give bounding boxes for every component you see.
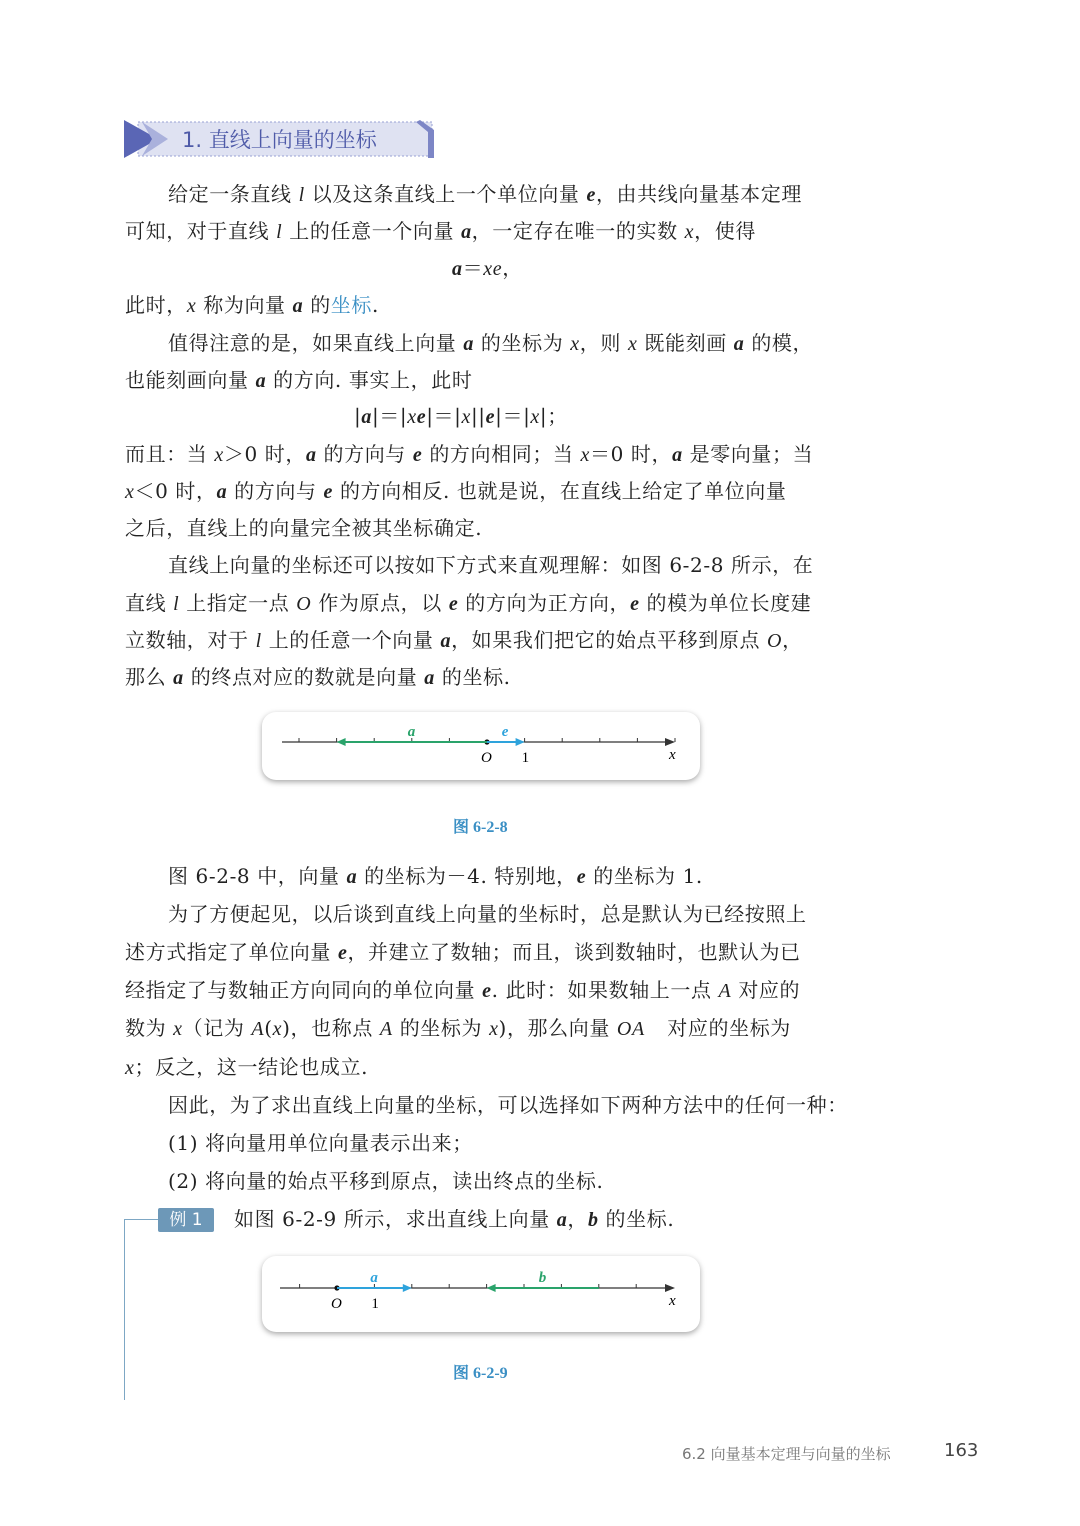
text: ＜0 时，	[134, 479, 217, 503]
math-symbol: x	[125, 481, 135, 503]
unit-label: 1	[521, 750, 530, 766]
section-title: 1. 直线上向量的坐标	[182, 128, 377, 152]
figure-caption: 图 6-2-8	[453, 819, 508, 836]
text: 的坐标为 1.	[586, 864, 703, 888]
text-line	[168, 862, 703, 891]
math-symbol: a	[672, 444, 683, 466]
text: 的坐标为	[473, 331, 571, 355]
math-symbol: b	[587, 1209, 599, 1231]
math-symbol: a	[361, 406, 372, 428]
text: ＝	[462, 256, 484, 280]
figure-caption: 图 6-2-9	[453, 1365, 508, 1382]
vector-e-label: e	[501, 724, 509, 740]
text: 给定一条直线	[168, 182, 299, 206]
text: 既能刻画	[637, 331, 734, 355]
math-symbol: x	[214, 444, 224, 466]
math-symbol: a	[733, 333, 745, 355]
term-highlight: 坐标	[330, 293, 372, 317]
text: ，并建立了数轴；而且，谈到数轴时，也默认为已	[347, 940, 801, 964]
text: (1) 将向量用单位向量表示出来；	[168, 1131, 473, 1155]
page-number: 163	[944, 1440, 979, 1461]
text-line	[168, 900, 807, 928]
text: 作为原点，以	[311, 591, 449, 615]
text: 之后，直线上的向量完全被其坐标确定.	[125, 516, 483, 540]
math-symbol: e	[485, 406, 496, 428]
text: 的坐标.	[434, 665, 511, 689]
text: ，	[567, 1207, 588, 1231]
text-line	[125, 477, 786, 506]
text: ，如果我们把它的始点平移到原点	[451, 628, 768, 652]
text-line	[125, 440, 813, 469]
text-line	[125, 514, 482, 542]
text-line	[168, 1091, 848, 1119]
text: 的方向. 事实上，此时	[266, 368, 473, 392]
text-line	[125, 976, 800, 1005]
text-line	[452, 254, 523, 283]
text: 的方向相反. 也就是说，在直线上给定了单位向量	[333, 479, 787, 503]
math-symbol: x	[173, 1018, 183, 1040]
math-symbol: x	[570, 333, 580, 355]
text: 的方向相同；当	[422, 442, 581, 466]
math-symbol: e	[448, 593, 459, 615]
text: (	[264, 1016, 273, 1040]
math-symbol: e	[482, 980, 492, 1002]
text-line	[125, 938, 801, 967]
math-symbol: l	[298, 184, 305, 206]
math-symbol: a	[440, 630, 452, 652]
text: . 此时：如果数轴上一点	[491, 978, 719, 1002]
text: 的坐标为	[392, 1016, 490, 1040]
text: ||	[470, 404, 486, 428]
math-symbol: l	[276, 221, 283, 243]
number-line-figure-2	[262, 1256, 700, 1332]
text: （记为	[182, 1016, 252, 1040]
text: 也能刻画向量	[125, 368, 256, 392]
text: ，使得	[694, 219, 756, 243]
text: ＝0 时，	[589, 442, 673, 466]
math-symbol: xe	[483, 258, 503, 280]
text: 上的任意一个向量	[261, 628, 441, 652]
text: |	[354, 404, 362, 428]
math-symbol: A	[718, 980, 732, 1002]
text-line	[125, 589, 811, 618]
text-line	[168, 551, 813, 579]
math-symbol: a	[463, 333, 474, 355]
text: 以及这条直线上一个单位向量	[304, 182, 587, 206]
math-symbol: x	[272, 1018, 283, 1040]
text-line	[168, 1167, 603, 1195]
axis-arrowhead	[665, 738, 675, 746]
text: 可知，对于直线	[125, 219, 277, 243]
example-bracket	[124, 1219, 159, 1400]
text-line	[234, 1205, 674, 1234]
math-symbol: x	[489, 1018, 499, 1040]
footer-section-title: 6.2 向量基本定理与向量的坐标	[682, 1445, 891, 1463]
math-symbol: e	[323, 481, 333, 503]
text: ，则	[579, 331, 628, 355]
number-line-figure-1	[262, 712, 700, 780]
math-symbol: a	[292, 295, 304, 317]
math-symbol: x	[186, 295, 197, 317]
math-symbol: e	[412, 444, 423, 466]
math-symbol: x	[684, 221, 695, 243]
math-symbol: a	[255, 370, 267, 392]
math-symbol: a	[346, 866, 358, 888]
vector-a-arrowhead	[403, 1284, 412, 1292]
math-symbol: x	[530, 406, 540, 428]
text: |＝|	[426, 404, 462, 428]
math-symbol: OA⃗	[616, 1018, 661, 1040]
text: |＝|	[371, 404, 408, 428]
text: ，	[502, 256, 523, 280]
vector-a-label: a	[370, 1270, 378, 1286]
text: 的模，	[744, 331, 814, 355]
math-symbol: A	[379, 1018, 393, 1040]
math-symbol: A	[251, 1018, 265, 1040]
text: 而且：当	[125, 442, 215, 466]
text-line	[125, 291, 379, 320]
math-symbol: a	[424, 667, 435, 689]
math-symbol: x	[461, 406, 471, 428]
text: ，一定存在唯一的实数	[471, 219, 685, 243]
axis-label: x	[669, 1293, 676, 1309]
text: 经指定了与数轴正方向同向的单位向量	[125, 978, 483, 1002]
vector-a-arrowhead	[337, 738, 346, 746]
text: 的	[303, 293, 331, 317]
text: 对应的坐标为	[660, 1016, 791, 1040]
vector-e-arrowhead	[516, 738, 525, 746]
math-symbol: a	[305, 444, 317, 466]
text: ，	[782, 628, 803, 652]
math-symbol: e	[576, 866, 587, 888]
text: 直线	[125, 591, 174, 615]
text: 因此，为了求出直线上向量的坐标，可以选择如下两种方法中的任何一种：	[168, 1093, 848, 1117]
math-symbol: a	[452, 258, 463, 280]
text-line	[354, 402, 568, 431]
text: 直线上向量的坐标还可以按如下方式来直观理解：如图 6-2-8 所示，在	[168, 553, 814, 577]
axis-label: x	[669, 747, 676, 763]
unit-label: 1	[371, 1296, 379, 1312]
text: (2) 将向量的始点平移到原点，读出终点的坐标.	[168, 1169, 604, 1193]
math-symbol: l	[255, 630, 262, 652]
origin-label: O	[331, 1296, 342, 1312]
text: 的坐标为－4. 特别地，	[357, 864, 577, 888]
math-symbol: a	[173, 667, 184, 689]
math-symbol: a	[556, 1209, 568, 1231]
text: 上指定一点	[179, 591, 297, 615]
math-symbol: x	[580, 444, 590, 466]
math-symbol: l	[173, 593, 180, 615]
text: 的方向与	[316, 442, 413, 466]
text: .	[372, 293, 379, 317]
text: ＞0 时，	[223, 442, 306, 466]
math-symbol: a	[216, 481, 228, 503]
vector-a-label: a	[407, 724, 416, 740]
math-symbol: a	[461, 221, 472, 243]
text: |＝|	[495, 404, 531, 428]
text-line	[168, 180, 802, 209]
math-symbol: x	[627, 333, 638, 355]
text: 的终点对应的数就是向量	[183, 665, 425, 689]
text: 如图 6-2-9 所示，求出直线上向量	[234, 1207, 557, 1231]
math-symbol: x	[125, 1057, 135, 1079]
text-line	[125, 1053, 368, 1082]
vector-b-label: b	[538, 1270, 547, 1286]
figure-6-2-9	[262, 1256, 700, 1332]
text: 述方式指定了单位向量	[125, 940, 338, 964]
math-symbol: O	[767, 630, 783, 652]
text-line	[125, 366, 472, 395]
text: 是零向量；当	[682, 442, 814, 466]
text: 的模为单位长度建	[639, 591, 812, 615]
text: 立数轴，对于	[125, 628, 256, 652]
text: 图 6-2-8 中，向量	[168, 864, 347, 888]
math-symbol: x	[407, 406, 417, 428]
text: )，也称点	[282, 1016, 380, 1040]
origin-label: O	[481, 750, 492, 766]
text: 值得注意的是，如果直线上向量	[168, 331, 464, 355]
text: 的坐标.	[598, 1207, 675, 1231]
text: 的方向为正方向，	[458, 591, 631, 615]
text: 数为	[125, 1016, 174, 1040]
text: 的方向与	[227, 479, 324, 503]
text: 对应的	[731, 978, 801, 1002]
text: 上的任意一个向量	[282, 219, 462, 243]
text: 那么	[125, 665, 174, 689]
example-badge: 例 1	[158, 1208, 214, 1232]
text: ，由共线向量基本定理	[595, 182, 802, 206]
text-line	[125, 626, 803, 655]
vector-b-arrowhead	[487, 1284, 496, 1292]
text: ；反之，这一结论也成立.	[134, 1055, 369, 1079]
text-line	[125, 663, 511, 692]
text: )，那么向量	[498, 1016, 617, 1040]
math-symbol: e	[586, 184, 596, 206]
text: 称为向量	[196, 293, 293, 317]
text: 为了方便起见，以后谈到直线上向量的坐标时，总是默认为已经按照上	[168, 902, 807, 926]
text-line	[125, 217, 756, 246]
math-symbol: O	[296, 593, 312, 615]
math-symbol: e	[630, 593, 640, 615]
text: 此时，	[125, 293, 187, 317]
text-line	[125, 1014, 791, 1043]
text: |；	[539, 404, 568, 428]
math-symbol: e	[416, 406, 427, 428]
math-symbol: e	[337, 942, 348, 964]
figure-6-2-8	[262, 712, 700, 780]
text-line	[168, 329, 813, 358]
axis-arrowhead	[665, 1284, 675, 1292]
text-line	[168, 1129, 473, 1157]
